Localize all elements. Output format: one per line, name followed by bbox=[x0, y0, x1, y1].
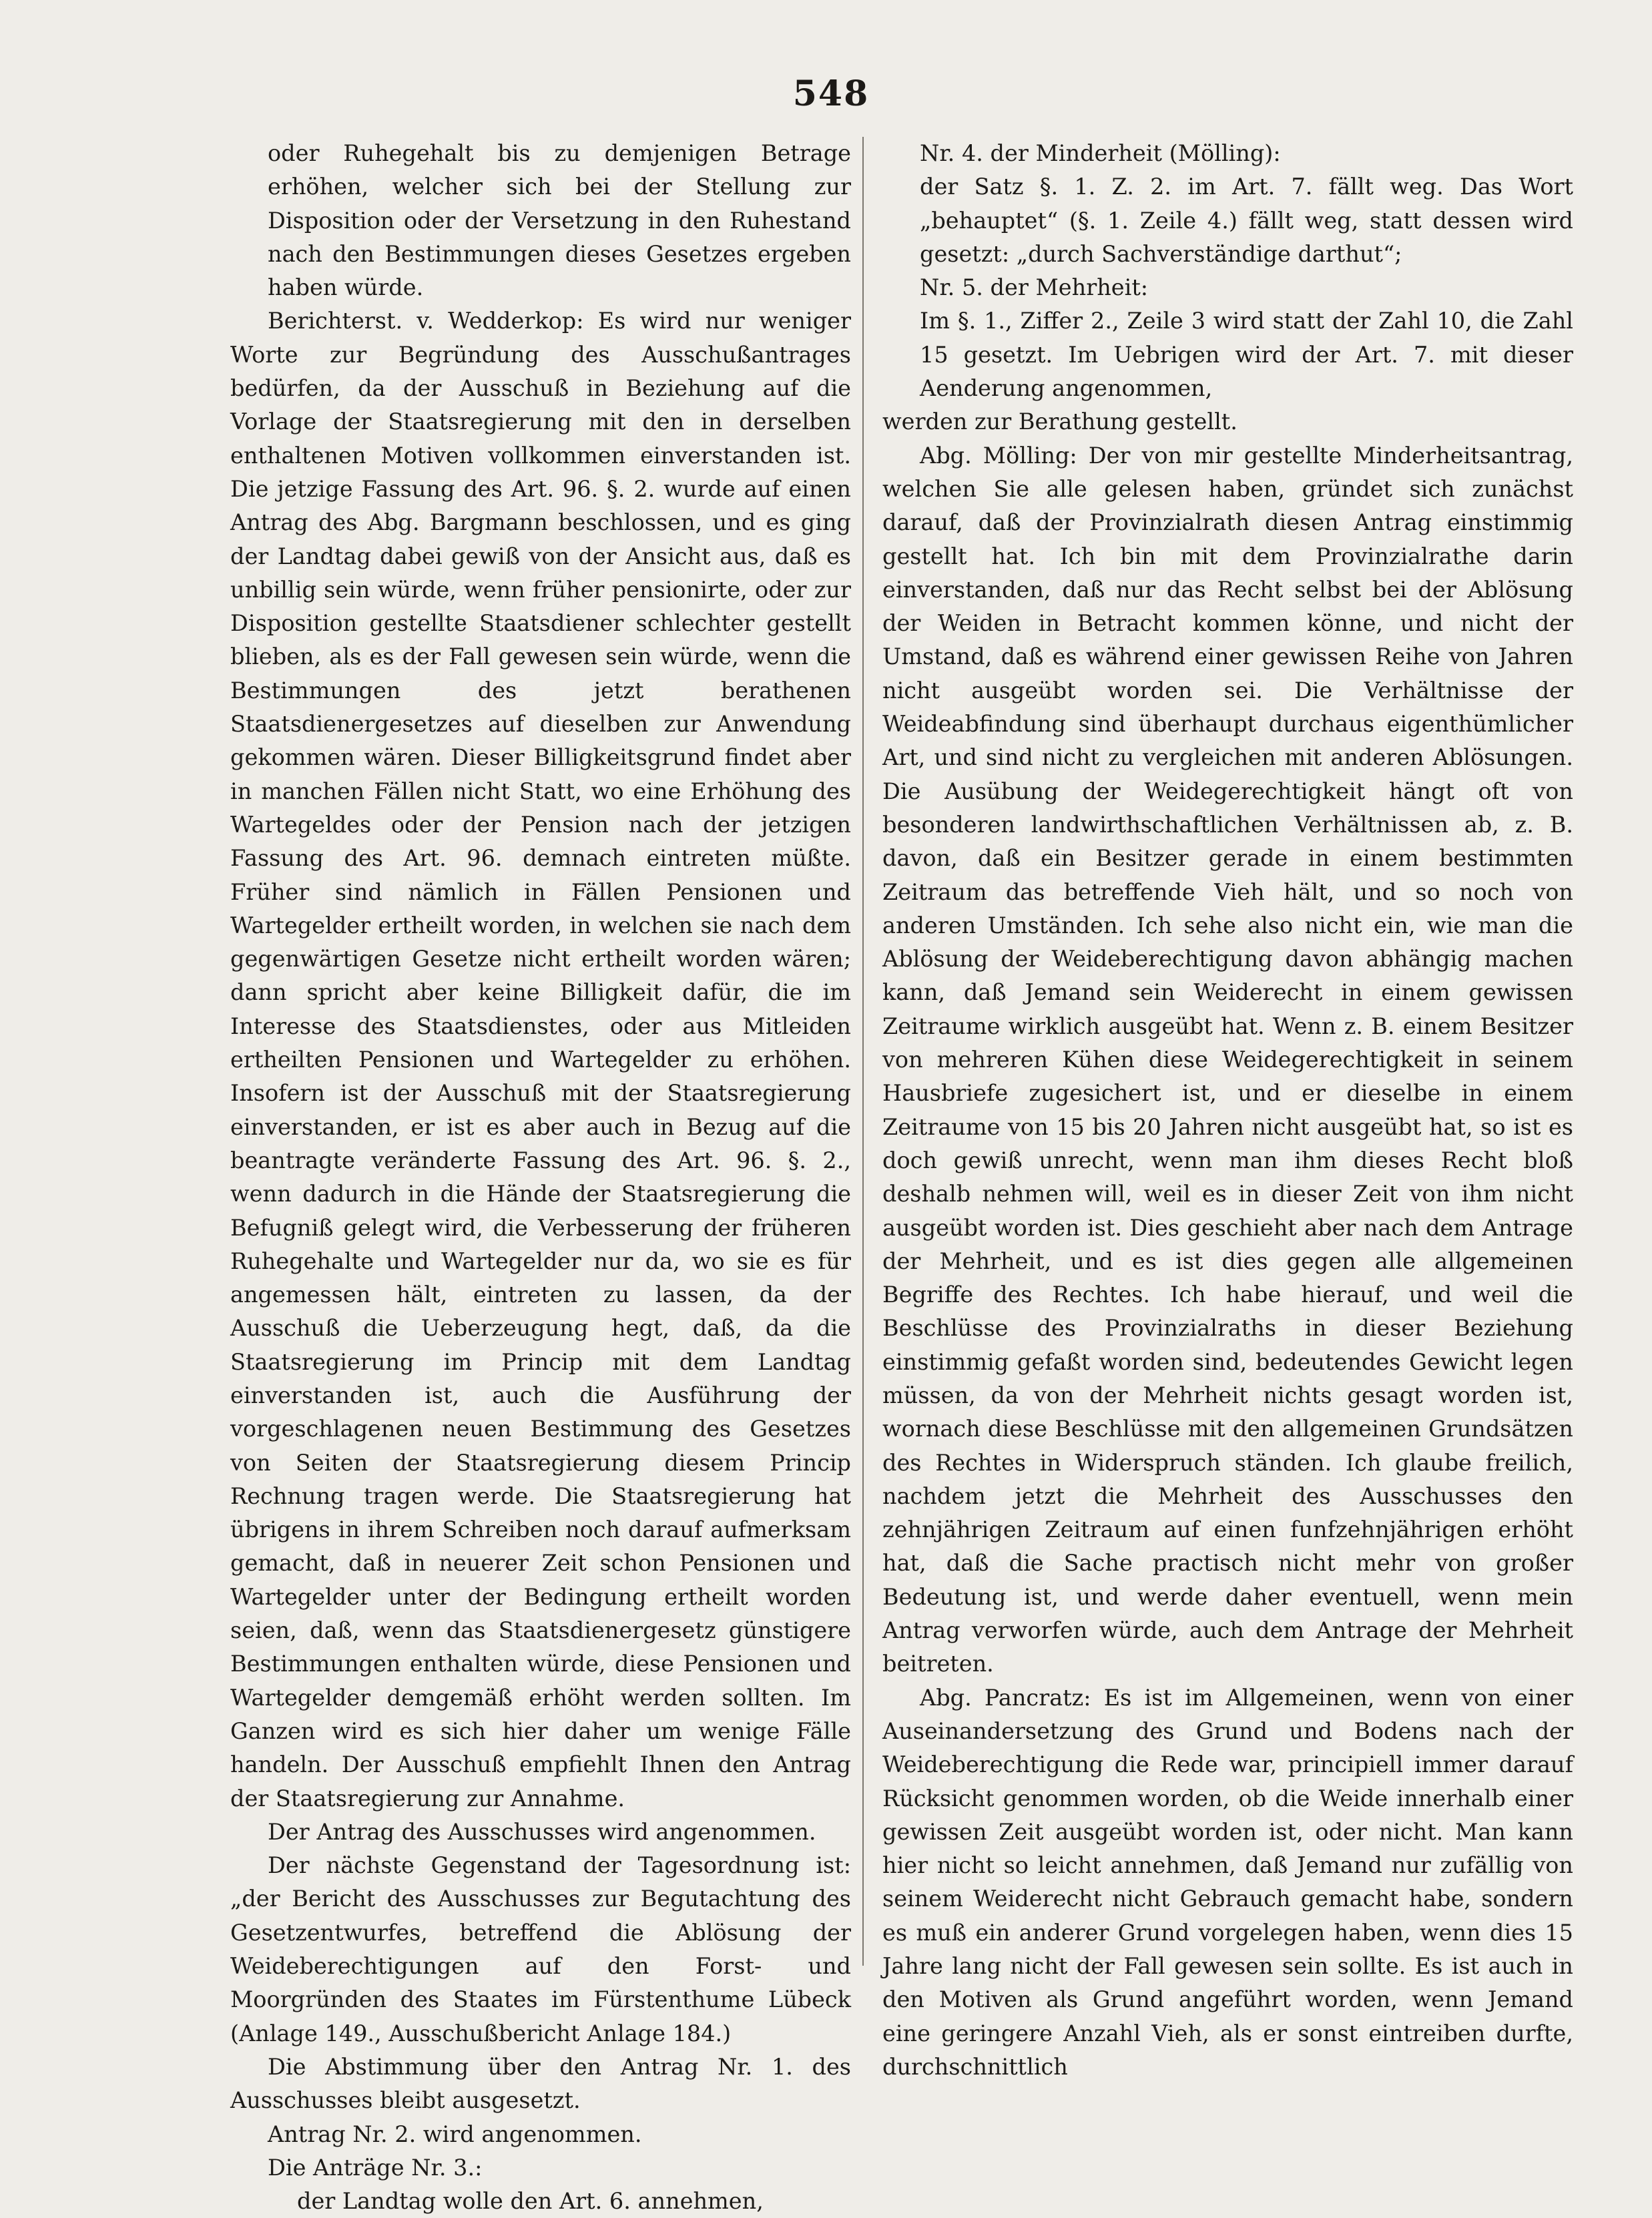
paragraph: Abg. Pancratz: Es ist im Allgemeinen, wenn von einer Auseinandersetzung des Grund und Bodens nach der Weideberechtigung die Rede war, principiell immer darauf Rücksicht genommen worden, ob die Weide innerhalb einer gewissen Zeit ausgeübt worden ist, oder nicht. Man kann hier nicht so leicht annehmen, daß Jemand nur zufällig von seinem Weiderecht nicht Gebrauch gemacht habe, sondern es muß ein anderer Grund vorgelegen haben, wenn dies 15 Jahre lang nicht der Fall gewesen sein sollte. Es ist auch in den Motiven als Grund angeführt worden, wenn Jemand eine geringere Anzahl Vieh, als er sonst eintreiben durfte, durchschnittlich bbox=[882, 1684, 1573, 2080]
paragraph: Abg. Mölling: Der von mir gestellte Minderheitsantrag, welchen Sie alle gelesen haben, gründet sich zunächst darauf, daß der Provinzialrath diesen Antrag einstimmig gestellt hat. Ich bin mit dem Provinzialrathe darin einverstanden, daß nur das Recht selbst bei der Ablösung der Weiden in Betracht kommen könne, und nicht der Umstand, daß es während einer gewissen Reihe von Jahren nicht ausgeübt worden sei. Die Verhältnisse der Weideabfindung sind überhaupt durchaus eigenthümlicher Art, und sind nicht zu vergleichen mit anderen Ablösungen. Die Ausübung der Weidegerechtigkeit hängt oft von besonderen landwirthschaftlichen Verhältnissen ab, z. B. davon, daß ein Besitzer gerade in einem bestimmten Zeitraum das betreffende Vieh hält, und so noch von anderen Umständen. Ich sehe also nicht ein, wie man die Ablösung der Weideberechtigung davon abhängig machen kann, daß Jemand sein Weiderecht in einem gewissen Zeitraume wirklich ausgeübt hat. Wenn z. B. einem Besitzer von mehreren Kühen diese Weidegerechtigkeit in seinem Hausbriefe zugesichert ist, und er dieselbe in einem Zeitraume von 15 bis 20 Jahren nicht ausgeübt hat, so ist es doch gewiß unrecht, wenn man ihm dieses Recht bloß deshalb nehmen will, weil es in dieser Zeit von ihm nicht ausgeübt worden ist. Dies geschieht aber nach dem Antrage der Mehrheit, und es ist dies gegen alle allgemeinen Begriffe des Rechtes. Ich habe hierauf, und weil die Beschlüsse des Provinzialraths in dieser Beziehung einstimmig gefaßt worden sind, bedeutendes Gewicht legen müssen, da von der Mehrheit nichts gesagt worden ist, wornach diese Beschlüsse mit den allgemeinen Grundsätzen des Rechtes in Widerspruch ständen. Ich glaube freilich, nachdem jetzt die Mehrheit des Ausschusses den zehnjährigen Zeitraum auf einen funfzehnjährigen erhöht hat, daß die Sache practisch nicht mehr von großer Bedeutung ist, und werde daher eventuell, wenn mein Antrag verworfen würde, auch dem Antrage der Mehrheit beitreten. bbox=[882, 442, 1573, 1677]
paragraph: Im §. 1., Ziffer 2., Zeile 3 wird statt der Zahl 10, die Zahl 15 gesetzt. Im Uebrigen wird der Art. 7. mit dieser Aenderung angenommen, bbox=[920, 308, 1573, 402]
paragraph: Berichterst. v. Wedderkop: Es wird nur weniger Worte zur Begründung des Ausschußantrages bedürfen, da der Ausschuß in Beziehung auf die Vorlage der Staatsregierung mit den in derselben enthaltenen Motiven vollkommen einverstanden ist. Die jetzige Fassung des Art. 96. §. 2. wurde auf einen Antrag des Abg. Bargmann beschlossen, und es ging der Landtag dabei gewiß von der Ansicht aus, daß es unbillig sein würde, wenn früher pensionirte, oder zur Disposition gestellte Staatsdiener schlechter gestellt blieben, als es der Fall gewesen sein würde, wenn die Bestimmungen des jetzt berathenen Staatsdienergesetzes auf dieselben zur Anwendung gekommen wären. Dieser Billigkeitsgrund findet aber in manchen Fällen nicht Statt, wo eine Erhöhung des Wartegeldes oder der Pension nach der jetzigen Fassung des Art. 96. demnach eintreten müßte. Früher sind nämlich in Fällen Pensionen und Wartegelder ertheilt worden, in welchen sie nach dem gegenwärtigen Gesetze nicht ertheilt worden wären; dann spricht aber keine Billigkeit dafür, die im Interesse des Staatsdienstes, oder aus Mitleiden ertheilten Pensionen und Wartegelder zu erhöhen. Insofern ist der Ausschuß mit der Staatsregierung einverstanden, er ist es aber auch in Bezug auf die beantragte veränderte Fassung des Art. 96. §. 2., wenn dadurch in die Hände der Staatsregierung die Befugniß gelegt wird, die Verbesserung der früheren Ruhegehalte und Wartegelder nur da, wo sie es für angemessen hält, eintreten zu lassen, da der Ausschuß die Ueberzeugung hegt, daß, da die Staatsregierung im Princip mit dem Landtag einverstanden ist, auch die Ausführung der vorgeschlagenen neuen Bestimmung des Gesetzes von Seiten der Staatsregierung diesem Princip Rechnung tragen werde. Die Staatsregierung hat übrigens in ihrem Schreiben noch darauf aufmerksam gemacht, daß in neuerer Zeit schon Pensionen und Wartegelder unter der Bedingung ertheilt worden seien, daß, wenn das Staatsdienergesetz günstigere Bestimmungen enthalten würde, diese Pensionen und Wartegelder demgemäß erhöht werden sollten. Im Ganzen wird es sich hier daher um wenige Fälle handeln. Der Ausschuß empfiehlt Ihnen den Antrag der Staatsregierung zur Annahme. bbox=[230, 308, 851, 1812]
paragraph: Nr. 5. der Mehrheit: bbox=[920, 274, 1149, 301]
paragraph: Die Anträge Nr. 3.: bbox=[268, 2154, 483, 2181]
paragraph: der Landtag wolle den Art. 6. annehmen, bbox=[297, 2188, 764, 2215]
page-number: 548 bbox=[792, 73, 870, 114]
paragraph: Nr. 4. der Minderheit (Mölling): bbox=[920, 140, 1281, 166]
paragraph: der Satz §. 1. Z. 2. im Art. 7. fällt weg. Das Wort „behauptet“ (§. 1. Zeile 4.) fällt weg, statt dessen wird gesetzt: „durch Sachverständige darthut“; bbox=[920, 174, 1573, 267]
paragraph: Der nächste Gegenstand der Tagesordnung ist: „der Bericht des Ausschusses zur Begutachtung des Gesetzentwurfes, betreffend die Ablösung der Weideberechtigungen auf den Forst- und Moorgründen des Staates im Fürstenthume Lübeck (Anlage 149., Ausschußbericht Anlage 184.) bbox=[230, 1852, 851, 2046]
left-column bbox=[230, 137, 851, 2218]
right-column bbox=[882, 137, 1573, 2084]
paragraph: Die Abstimmung über den Antrag Nr. 1. des Ausschusses bleibt ausgesetzt. bbox=[230, 2053, 851, 2114]
column-divider bbox=[862, 137, 864, 1966]
paragraph: Der Antrag des Ausschusses wird angenommen. bbox=[268, 1818, 816, 1845]
paragraph: Antrag Nr. 2. wird angenommen. bbox=[268, 2121, 642, 2147]
paragraph: oder Ruhegehalt bis zu demjenigen Betrage erhöhen, welcher sich bei der Stellung zur Disposition oder der Versetzung in den Ruhestand nach den Bestimmungen dieses Gesetzes ergeben haben würde. bbox=[268, 140, 851, 301]
paragraph: werden zur Berathung gestellt. bbox=[882, 408, 1237, 435]
